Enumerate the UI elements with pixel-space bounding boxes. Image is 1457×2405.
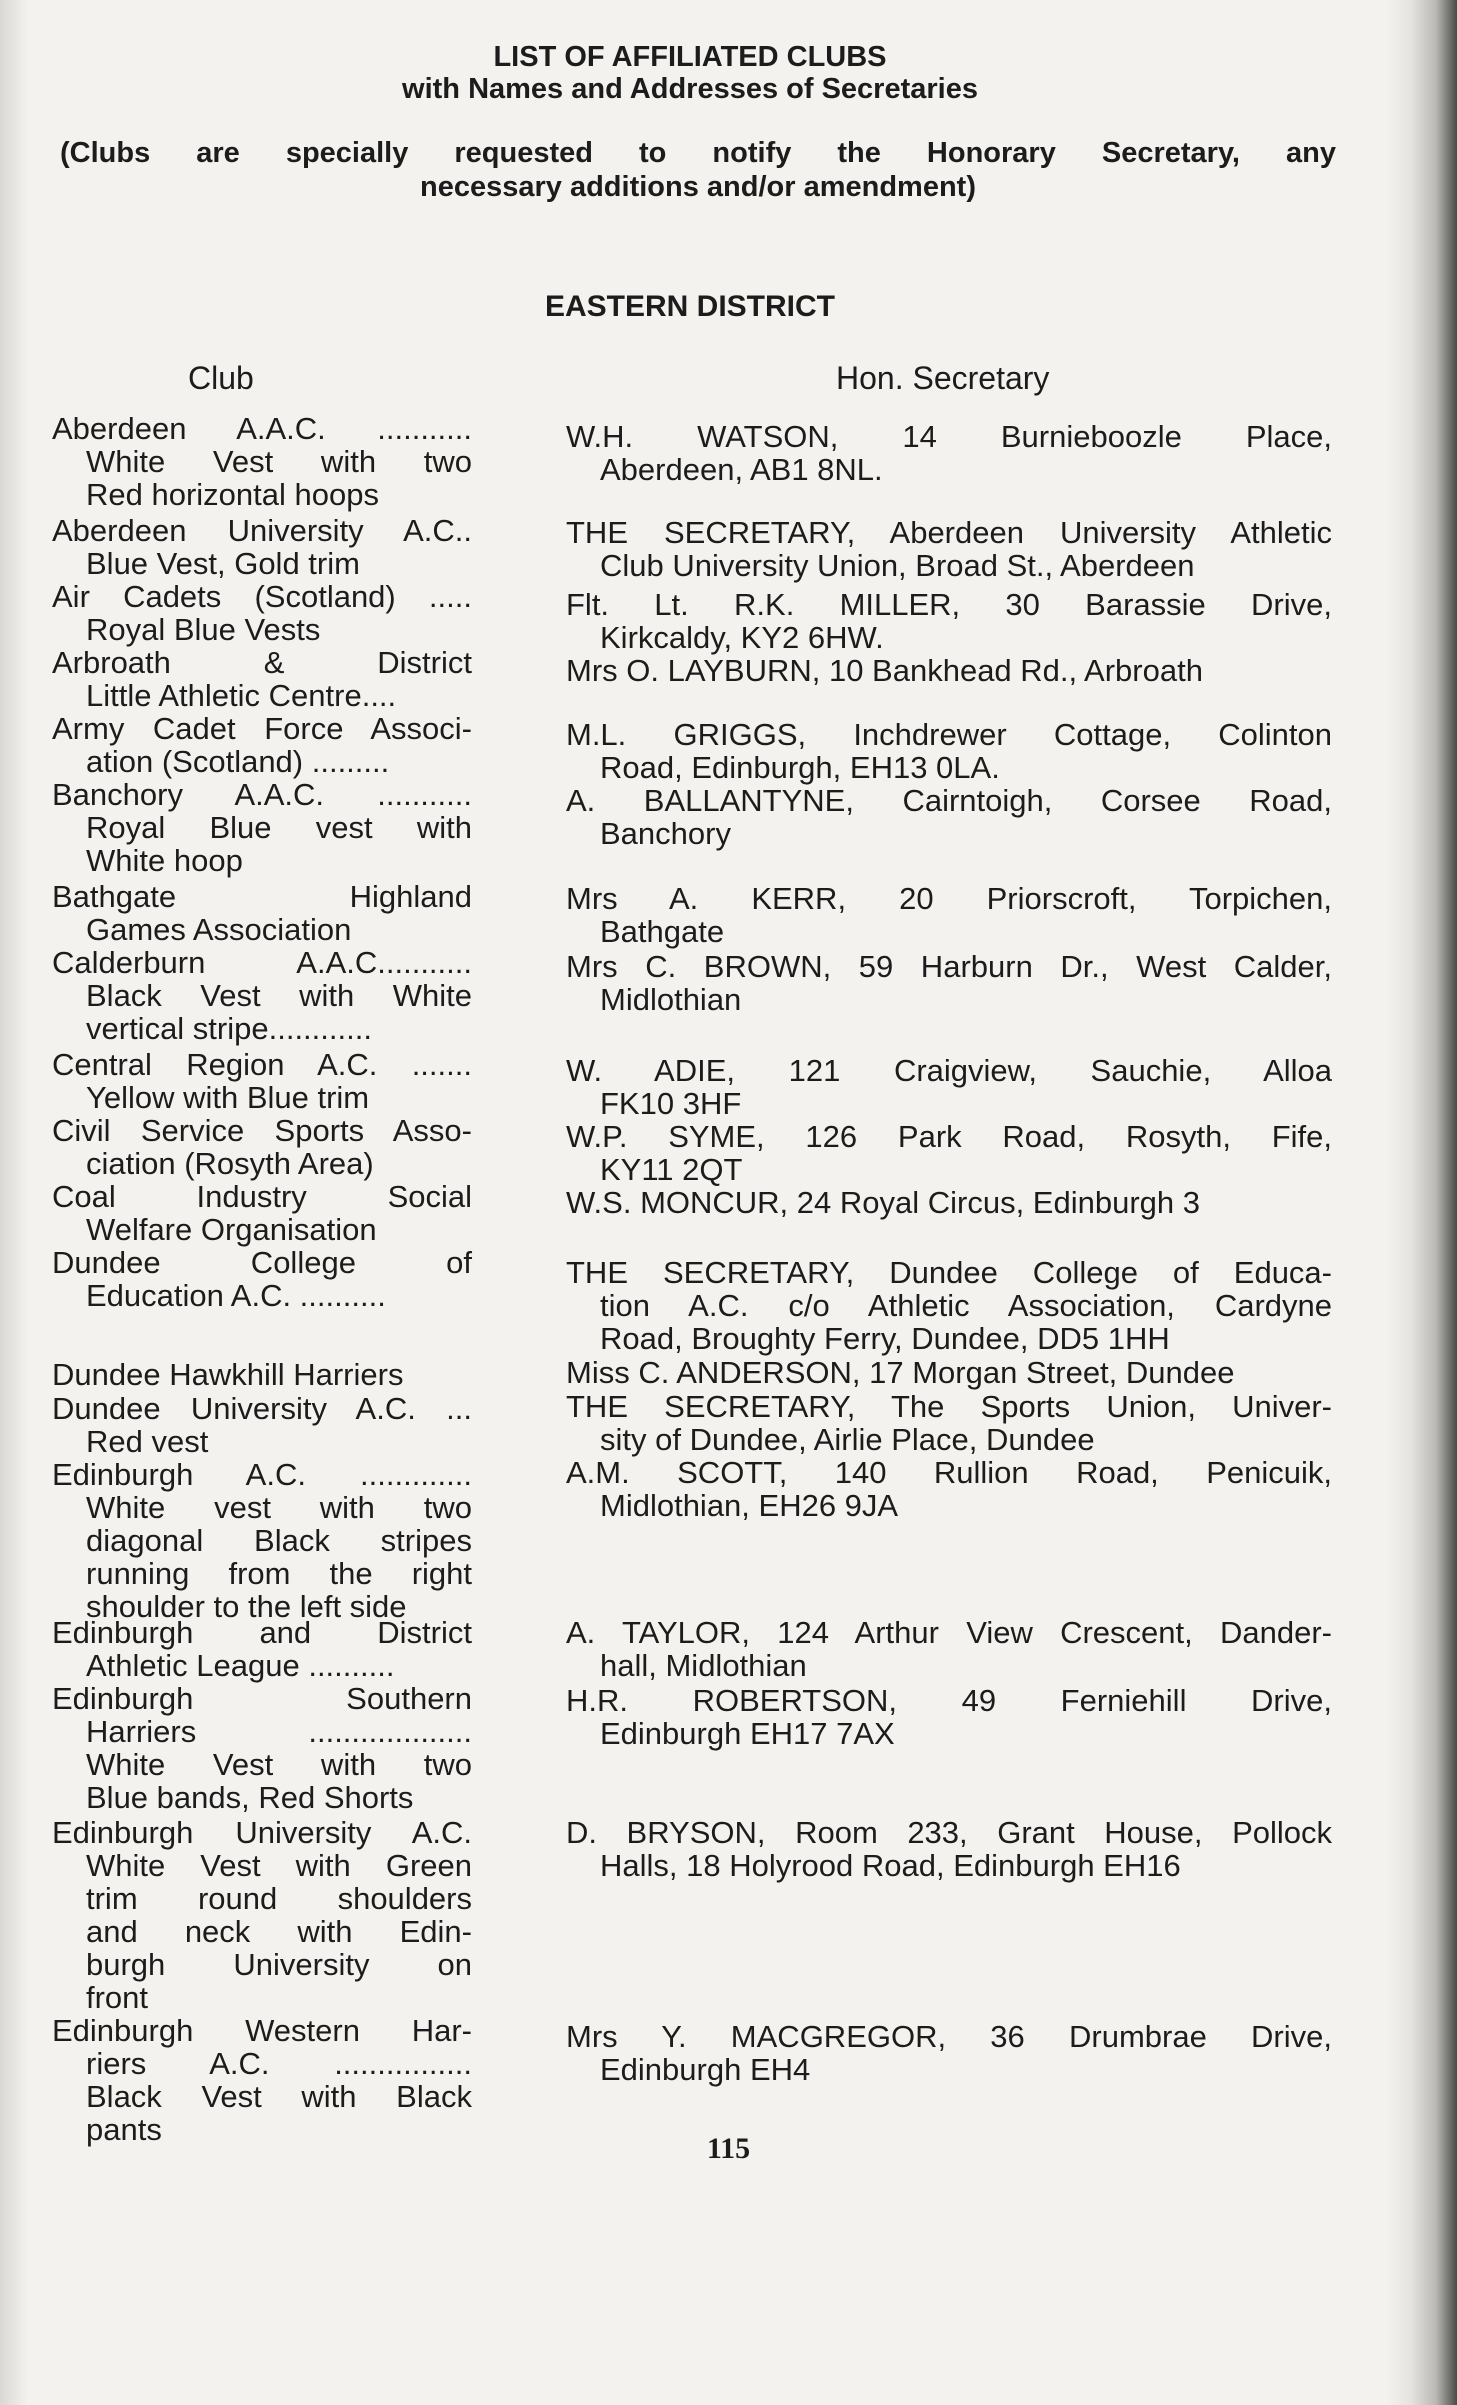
secretary-entry-line: M.L. GRIGGS, Inchdrewer Cottage, Colinton: [566, 717, 1332, 752]
club-entry-line: Civil Service Sports Asso-: [52, 1113, 472, 1148]
secretary-entry: [566, 1186, 1332, 1219]
secretary-entry-line: Mrs A. KERR, 20 Priorscroft, Torpichen,: [566, 881, 1332, 916]
secretary-entry-line: Flt. Lt. R.K. MILLER, 30 Barassie Drive,: [566, 587, 1332, 622]
secretary-entry-line: THE SECRETARY, Aberdeen University Athletic: [566, 515, 1332, 550]
club-entry-line: front: [86, 1980, 149, 2015]
secretary-entry-line: FK10 3HF: [600, 1086, 742, 1121]
club-entry: [52, 1458, 472, 1623]
club-entry-line: and neck with Edin-: [86, 1914, 472, 1949]
notice-line: necessary additions and/or amendment): [420, 171, 976, 203]
secretary-entry-line: Aberdeen, AB1 8NL.: [600, 452, 883, 487]
secretary-entry: [566, 882, 1332, 948]
secretary-entry: [566, 1616, 1332, 1682]
club-entry-line: Edinburgh Western Har-: [52, 2013, 472, 2048]
page-title: LIST OF AFFILIATED CLUBS: [493, 41, 887, 73]
club-entry-line: Blue bands, Red Shorts: [86, 1780, 414, 1815]
secretary-entry-line: Miss C. ANDERSON, 17 Morgan Street, Dundee: [566, 1355, 1235, 1390]
club-entry-line: Education A.C. ..........: [86, 1278, 386, 1313]
secretary-entry-line: Bathgate: [600, 914, 725, 949]
secretary-entry-line: A. TAYLOR, 124 Arthur View Crescent, Dander-: [566, 1615, 1332, 1650]
secretary-entry: [566, 2020, 1332, 2086]
secretary-entry-line: Halls, 18 Holyrood Road, Edinburgh EH16: [600, 1848, 1181, 1883]
club-entry-line: Edinburgh A.C. .............: [52, 1457, 472, 1492]
secretary-entry-line: W. ADIE, 121 Craigview, Sauchie, Alloa: [566, 1053, 1332, 1088]
secretary-entry-line: W.H. WATSON, 14 Burnieboozle Place,: [566, 419, 1332, 454]
club-entry: [52, 1682, 472, 1814]
secretary-entry-line: Edinburgh EH4: [600, 2052, 811, 2087]
club-entry-line: ation (Scotland) .........: [86, 744, 390, 779]
secretary-entry: [566, 950, 1332, 1016]
club-entry-line: Banchory A.A.C. ...........: [52, 777, 472, 812]
page-shadow-left: [0, 0, 28, 2405]
club-entry: [52, 1246, 472, 1312]
secretary-entry: [566, 1684, 1332, 1750]
club-entry-line: Arbroath & District: [52, 645, 472, 680]
club-entry: [52, 1392, 472, 1458]
club-entry-line: pants: [86, 2112, 162, 2147]
club-entry-line: White hoop: [86, 843, 243, 878]
club-entry: [52, 1816, 472, 2014]
secretary-entry-line: D. BRYSON, Room 233, Grant House, Pollock: [566, 1815, 1332, 1850]
club-entry-line: burgh University on: [86, 1947, 472, 1982]
secretary-entry: [566, 718, 1332, 784]
secretary-entry-line: H.R. ROBERTSON, 49 Ferniehill Drive,: [566, 1683, 1332, 1718]
secretary-entry-line: THE SECRETARY, Dundee College of Educa-: [566, 1255, 1332, 1290]
secretary-entry-line: Kirkcaldy, KY2 6HW.: [600, 620, 884, 655]
club-entry: [52, 646, 472, 712]
club-entry-line: White Vest with Green: [86, 1848, 472, 1883]
club-entry-line: Army Cadet Force Associ-: [52, 711, 472, 746]
club-entry-line: Black Vest with Black: [86, 2079, 472, 2114]
club-entry-line: Yellow with Blue trim: [86, 1080, 370, 1115]
secretary-entry-line: hall, Midlothian: [600, 1648, 807, 1683]
club-entry: [52, 1114, 472, 1180]
club-entry-line: Edinburgh Southern: [52, 1681, 472, 1716]
club-entry-line: Royal Blue vest with: [86, 810, 472, 845]
secretary-column-header: Hon. Secretary: [836, 360, 1050, 396]
page-number: 115: [706, 2132, 751, 2165]
club-entry: [52, 880, 472, 946]
club-entry: [52, 946, 472, 1045]
secretary-entry: [566, 1816, 1332, 1882]
club-entry-line: White Vest with two: [86, 444, 472, 479]
secretary-entry-line: Edinburgh EH17 7AX: [600, 1716, 895, 1751]
club-entry: [52, 712, 472, 778]
club-entry-line: Aberdeen University A.C..: [52, 513, 472, 548]
club-entry-line: Royal Blue Vests: [86, 612, 321, 647]
secretary-entry-line: Road, Edinburgh, EH13 0LA.: [600, 750, 1000, 785]
secretary-entry: [566, 588, 1332, 654]
club-column-header: Club: [188, 360, 254, 396]
club-entry-line: Coal Industry Social: [52, 1179, 472, 1214]
secretary-entry: [566, 1054, 1332, 1120]
club-entry-line: Dundee Hawkhill Harriers: [52, 1357, 404, 1392]
club-entry-line: Welfare Organisation: [86, 1212, 377, 1247]
secretary-entry: [566, 654, 1332, 687]
club-entry-line: Little Athletic Centre....: [86, 678, 397, 713]
club-entry-line: Red vest: [86, 1424, 209, 1459]
notice-line: (Clubs are specially requested to notify the Honorary Secretary, any: [60, 137, 1336, 169]
club-entry-line: Red horizontal hoops: [86, 477, 379, 512]
secretary-entry-line: Mrs Y. MACGREGOR, 36 Drumbrae Drive,: [566, 2019, 1332, 2054]
secretary-entry-line: Midlothian, EH26 9JA: [600, 1488, 899, 1523]
club-entry: [52, 1358, 472, 1391]
club-entry: [52, 1048, 472, 1114]
page-binding-shadow: [1387, 0, 1457, 2405]
secretary-entry-line: THE SECRETARY, The Sports Union, Univer-: [566, 1389, 1332, 1424]
secretary-entry-line: tion A.C. c/o Athletic Association, Cardyne: [600, 1288, 1332, 1323]
club-entry-line: White Vest with two: [86, 1747, 472, 1782]
secretary-entry: [566, 420, 1332, 486]
secretary-entry-line: Mrs O. LAYBURN, 10 Bankhead Rd., Arbroath: [566, 653, 1203, 688]
club-entry-line: Dundee University A.C. ...: [52, 1391, 472, 1426]
club-entry-line: shoulder to the left side: [86, 1589, 407, 1624]
club-entry-line: trim round shoulders: [86, 1881, 472, 1916]
club-entry-line: ciation (Rosyth Area): [86, 1146, 374, 1181]
club-entry-line: Athletic League ..........: [86, 1648, 395, 1683]
notice: [60, 136, 1336, 204]
secretary-entry-line: A.M. SCOTT, 140 Rullion Road, Penicuik,: [566, 1455, 1332, 1490]
club-entry-line: Edinburgh and District: [52, 1615, 472, 1650]
secretary-entry-line: A. BALLANTYNE, Cairntoigh, Corsee Road,: [566, 783, 1332, 818]
club-entry-line: Aberdeen A.A.C. ...........: [52, 411, 472, 446]
secretary-entry: [566, 1120, 1332, 1186]
secretary-entry: [566, 1390, 1332, 1456]
secretary-entry: [566, 516, 1332, 582]
club-entry: [52, 1180, 472, 1246]
club-entry: [52, 514, 472, 580]
club-entry: [52, 778, 472, 877]
secretary-entry-line: Mrs C. BROWN, 59 Harburn Dr., West Calder,: [566, 949, 1332, 984]
club-entry: [52, 580, 472, 646]
club-entry-line: diagonal Black stripes: [86, 1523, 472, 1558]
secretary-entry-line: Road, Broughty Ferry, Dundee, DD5 1HH: [600, 1321, 1170, 1356]
secretary-entry-line: sity of Dundee, Airlie Place, Dundee: [600, 1422, 1095, 1457]
club-entry-line: White vest with two: [86, 1490, 472, 1525]
club-entry-line: Bathgate Highland: [52, 879, 472, 914]
club-entry-line: Edinburgh University A.C.: [52, 1815, 472, 1850]
page-subtitle: with Names and Addresses of Secretaries: [402, 73, 978, 105]
secretary-entry: [566, 1256, 1332, 1355]
club-entry: [52, 412, 472, 511]
secretary-entry-line: Club University Union, Broad St., Aberdeen: [600, 548, 1195, 583]
club-entry-line: Calderburn A.A.C...........: [52, 945, 472, 980]
club-entry-line: Black Vest with White: [86, 978, 472, 1013]
club-entry-line: Dundee College of: [52, 1245, 472, 1280]
club-entry-line: Air Cadets (Scotland) .....: [52, 579, 472, 614]
secretary-entry-line: W.S. MONCUR, 24 Royal Circus, Edinburgh 3: [566, 1185, 1200, 1220]
secretary-entry-line: Midlothian: [600, 982, 742, 1017]
secretary-entry: [566, 1456, 1332, 1522]
club-entry-line: Games Association: [86, 912, 352, 947]
club-entry-line: running from the right: [86, 1556, 472, 1591]
secretary-entry-line: W.P. SYME, 126 Park Road, Rosyth, Fife,: [566, 1119, 1332, 1154]
club-entry-line: Central Region A.C. .......: [52, 1047, 472, 1082]
club-entry: [52, 1616, 472, 1682]
secretary-entry-line: Banchory: [600, 816, 731, 851]
club-entry-line: Blue Vest, Gold trim: [86, 546, 360, 581]
club-entry: [52, 2014, 472, 2146]
secretary-entry: [566, 1356, 1332, 1389]
club-entry-line: riers A.C. ................: [86, 2046, 472, 2081]
district-heading: EASTERN DISTRICT: [544, 290, 835, 323]
club-entry-line: Harriers ...................: [86, 1714, 472, 1749]
secretary-entry-line: KY11 2QT: [600, 1152, 743, 1187]
club-entry-line: vertical stripe............: [86, 1011, 372, 1046]
secretary-entry: [566, 784, 1332, 850]
